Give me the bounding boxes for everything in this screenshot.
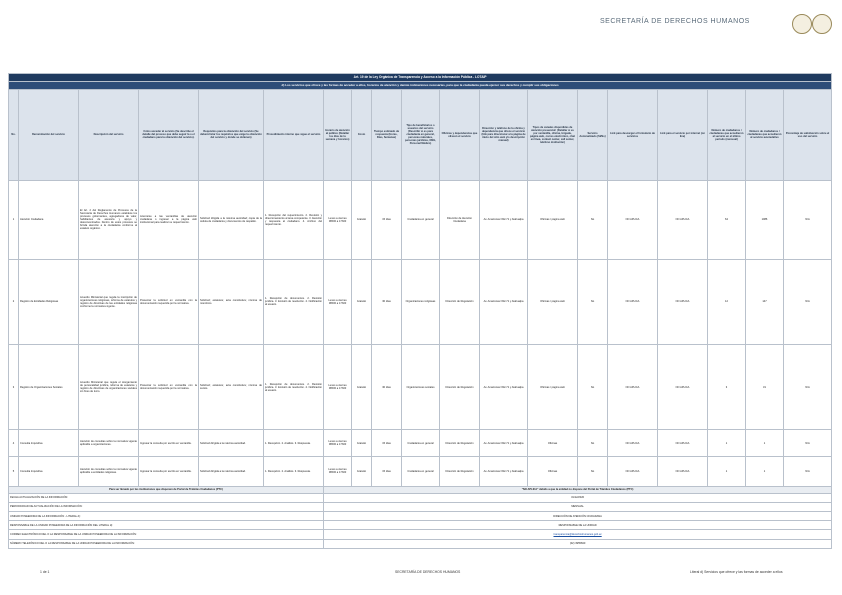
cell-no: 4 [9, 430, 19, 457]
cell-monthly: 3 [708, 344, 746, 429]
column-header: Costo [352, 90, 372, 180]
cell-form-link: NO APLICA [608, 344, 658, 429]
summary-value: DIRECCIÓN DE ATENCIÓN CIUDADANA [324, 512, 832, 521]
summary-row [9, 493, 832, 502]
cell-cumulative: 1 [746, 457, 784, 486]
cell-automated: No [578, 344, 608, 429]
cell-service-name: Atención Ciudadana [19, 180, 79, 259]
brand-logo [600, 14, 830, 34]
cell-offices: Dirección de Regulación [440, 430, 480, 457]
transparency-table [8, 73, 832, 549]
cell-automated: No [578, 430, 608, 457]
cell-service-name: Registro de Organizaciones Sociales [19, 344, 79, 429]
cell-cost: Gratuito [352, 457, 372, 486]
footer-institution: SECRETARÍA DE DERECHOS HUMANOS [395, 570, 461, 574]
cell-automated: No [578, 457, 608, 486]
cell-beneficiaries: Ciudadanía en general [402, 180, 440, 259]
cell-time: 15 días [372, 457, 402, 486]
cell-requirements: Solicitud; estatutos; acta constitutiva; nómina de miembros. [199, 259, 264, 344]
cell-time: 30 días [372, 344, 402, 429]
cell-channels: Oficinas / página web [528, 259, 578, 344]
cell-offices: Dirección de Regulación [440, 259, 480, 344]
summary-value: MENSUAL [324, 502, 832, 511]
cell-no: 2 [9, 259, 19, 344]
cell-description: Atención de consultas sobre la normativa vigente aplicable a entidades religiosas. [79, 457, 139, 486]
cell-requirements: Solicitud dirigida a la máxima autoridad; copia de la cédula de ciudadanía y documentos de respaldo. [199, 180, 264, 259]
cell-automated: No [578, 259, 608, 344]
column-header: Porcentaje de satisfacción sobre el uso del servicio [784, 90, 832, 180]
summary-label: PERIODICIDAD DE ACTUALIZACIÓN DE LA INFORMACIÓN: [9, 502, 324, 511]
column-header: Horario de atención al público (Detallar los días de la semana y horarios) [324, 90, 352, 180]
footer-literal: Literal d) Servicios que ofrece y las formas de acceder a ellos [690, 570, 783, 574]
cell-service-name: Consulta Inquisitiva [19, 430, 79, 457]
cell-satisfaction: N/A [784, 344, 832, 429]
column-header: Tipo de beneficiarios o usuarios del servicio (Describir si es para ciudadanía en general, personas naturales, personas jurídicas, ONG, Personal Médico) [402, 90, 440, 180]
cell-procedure: 1. Recepción del requerimiento. 2. Revisión y direccionamiento al área competente. 3. Atención y respuesta al ciudadano. 4. Archivo del requerimiento. [264, 180, 324, 259]
portal-note: "NO APLICA" debido a que la entidad no dispone del Portal de Trámites Ciudadanos (PTC) [324, 486, 832, 493]
table-row [9, 457, 832, 486]
cell-schedule: Lunes a viernes 08h00 a 17h00 [324, 457, 352, 486]
cell-online-link: NO APLICA [658, 457, 708, 486]
email-link[interactable]: transparencia@derechoshumanos.gob.ec [553, 533, 602, 537]
page-number: 1 de 1 [40, 570, 50, 574]
cell-channels: Oficinas [528, 430, 578, 457]
cell-offices: Dirección de Regulación [440, 457, 480, 486]
summary-value: 31/12/2020 [324, 493, 832, 502]
coat-of-arms-icon [812, 14, 832, 34]
table-row [9, 259, 832, 344]
summary-label: FECHA ACTUALIZACIÓN DE LA INFORMACIÓN: [9, 493, 324, 502]
cell-beneficiaries: Ciudadanía en general [402, 457, 440, 486]
cell-schedule: Lunes a viernes 08h00 a 17h00 [324, 344, 352, 429]
cell-description: El Art. 2 del Reglamento de Procesos de la Secretaría de Derechos Humanos establece los procesos gobernantes, agregadores de valor, habilitantes de asesoría y apoyo y desconcentrados. Dentro de estos procesos se brinda atención a la ciudadanía conforme al estatuto orgánico. [79, 180, 139, 259]
cell-satisfaction: N/A [784, 259, 832, 344]
cell-online-link: NO APLICA [658, 259, 708, 344]
cell-requirements: Solicitud; estatutos; acta constitutiva; nómina de socios. [199, 344, 264, 429]
cell-monthly: 12 [708, 259, 746, 344]
cell-cost: Gratuito [352, 344, 372, 429]
cell-online-link: NO APLICA [658, 344, 708, 429]
portal-row [9, 486, 832, 493]
transparency-table-container [8, 73, 831, 549]
coat-of-arms-icon [792, 14, 812, 34]
cell-service-name: Registro de Entidades Religiosas [19, 259, 79, 344]
summary-row [9, 502, 832, 511]
cell-cumulative: 31 [746, 344, 784, 429]
summary-row [9, 512, 832, 521]
cell-channels: Oficinas / página web [528, 180, 578, 259]
column-header: Tiempo estimado de respuesta (Horas, Días, Semanas) [372, 90, 402, 180]
summary-value: (02) 3955840 [324, 539, 832, 548]
cell-access: Presentar la solicitud en ventanilla con la documentación requerida por la normativa. [139, 344, 199, 429]
column-header: Número de ciudadanos / ciudadanas que accedieron al servicio en el último período (mensual) [708, 90, 746, 180]
cell-procedure: 1. Recepción. 2. Análisis. 3. Respuesta. [264, 430, 324, 457]
cell-time: 30 días [372, 259, 402, 344]
cell-address: Av. Amazonas N32-71 y Atahualpa [480, 457, 528, 486]
header-row [9, 90, 832, 180]
column-header: Procedimiento interno que sigue el servicio [264, 90, 324, 180]
summary-label: NÚMERO TELEFÓNICO DEL O LA RESPONSABLE DE LA UNIDAD POSEEDORA DE LA INFORMACIÓN: [9, 539, 324, 548]
cell-access: Presentar la solicitud en ventanilla con la documentación requerida por la normativa. [139, 259, 199, 344]
cell-requirements: Solicitud dirigida a la máxima autoridad. [199, 430, 264, 457]
cell-satisfaction: N/A [784, 457, 832, 486]
cell-channels: Oficinas [528, 457, 578, 486]
cell-procedure: 1. Recepción. 2. Análisis. 3. Respuesta. [264, 457, 324, 486]
summary-row [9, 530, 832, 539]
table-row [9, 180, 832, 259]
cell-schedule: Lunes a viernes 08h00 a 17h00 [324, 259, 352, 344]
cell-access: Ingresar la consulta por escrito en ventanilla. [139, 457, 199, 486]
table-row [9, 344, 832, 429]
cell-no: 1 [9, 180, 19, 259]
column-header: Dirección y teléfono de la oficina y dependencia que ofrece el servicio (link para direccionar a la página de inicio del sitio web y/o descripción manual) [480, 90, 528, 180]
cell-cost: Gratuito [352, 259, 372, 344]
table-title: Art. 19 de la Ley Orgánica de Transparencia y Acceso a la Información Pública - LOTAIP [9, 74, 832, 82]
cell-address: Av. Amazonas N32-71 y Atahualpa [480, 344, 528, 429]
cell-satisfaction: N/A [784, 430, 832, 457]
cell-access: Ingresar la consulta por escrito en ventanilla. [139, 430, 199, 457]
cell-automated: No [578, 180, 608, 259]
column-header: Servicio Automatizado (Si/No) [578, 90, 608, 180]
cell-monthly: 1 [708, 430, 746, 457]
cell-cumulative: 1 [746, 430, 784, 457]
summary-value: RESPONSABLE DE LA UNIDAD [324, 521, 832, 530]
column-header: No. [9, 90, 19, 180]
cell-description: Acuerdo Ministerial que regula el otorgamiento de personalidad jurídica, reforma de estatutos y registro de directivas de organizaciones sociales sin fines de lucro. [79, 344, 139, 429]
column-header: Oficinas y dependencias que ofrecen el servicio [440, 90, 480, 180]
cell-procedure: 1. Recepción de documentos. 2. Revisión jurídica. 3. Emisión de resolución. 4. Notificación al usuario. [264, 344, 324, 429]
column-header: Tipos de canales disponibles de atención presencial: (Detallar si es por ventanilla, oficina, brigada, página web, correo electrónico, chat en línea, contact center, call center, teléfono institución) [528, 90, 578, 180]
cell-cumulative: 1086 [746, 180, 784, 259]
cell-cost: Gratuito [352, 180, 372, 259]
column-header: Descripción del servicio [79, 90, 139, 180]
column-header: Número de ciudadanos / ciudadanas que accedieron al servicio acumulativo [746, 90, 784, 180]
cell-monthly: 64 [708, 180, 746, 259]
summary-row [9, 539, 832, 548]
column-header: Requisitos para la obtención del servicio (Se deberá listar los requisitos que exige la obtención del servicio y donde se obtienen) [199, 90, 264, 180]
cell-beneficiaries: Organizaciones religiosas [402, 259, 440, 344]
cell-requirements: Solicitud dirigida a la máxima autoridad. [199, 457, 264, 486]
cell-address: Av. Amazonas N32-71 y Atahualpa [480, 259, 528, 344]
cell-online-link: NO APLICA [658, 180, 708, 259]
table-subtitle: d) Los servicios que ofrece y las formas de acceder a ellos, horarios de atención y demás indicaciones necesarias, para que la ciudadanía pueda ejercer sus derechos y cumplir sus obligaciones [9, 82, 832, 90]
cell-form-link: NO APLICA [608, 180, 658, 259]
cell-description: Acuerdo Ministerial que regula la inscripción de organizaciones religiosas, reforma de estatutos y registro de directivas de las entidades religiosas conforme la normativa vigente. [79, 259, 139, 344]
table-row [9, 430, 832, 457]
cell-form-link: NO APLICA [608, 430, 658, 457]
cell-time: 15 días [372, 180, 402, 259]
summary-row [9, 521, 832, 530]
cell-no: 5 [9, 457, 19, 486]
cell-monthly: 1 [708, 457, 746, 486]
cell-beneficiaries: Ciudadanía en general [402, 430, 440, 457]
cell-channels: Oficinas / página web [528, 344, 578, 429]
cell-form-link: NO APLICA [608, 457, 658, 486]
column-header: Cómo acceder al servicio (Se describe el detalle del proceso que debe seguir la o el ciudadano para la obtención del servicio). [139, 90, 199, 180]
cell-no: 3 [9, 344, 19, 429]
cell-form-link: NO APLICA [608, 259, 658, 344]
column-header: Denominación del servicio [19, 90, 79, 180]
cell-offices: Dirección de Atención Ciudadana [440, 180, 480, 259]
cell-address: Av. Amazonas N32-71 y Atahualpa [480, 180, 528, 259]
column-header: Link para descargar el formulario de servicios [608, 90, 658, 180]
cell-satisfaction: N/A [784, 180, 832, 259]
summary-label: RESPONSABLE DE LA UNIDAD POSEEDORA DE LA INFORMACIÓN DEL LITERAL d): [9, 521, 324, 530]
summary-label: CORREO ELECTRÓNICO DEL O LA RESPONSABLE DE LA UNIDAD POSEEDORA DE LA INFORMACIÓN: [9, 530, 324, 539]
cell-schedule: Lunes a viernes 08h00 a 17h00 [324, 430, 352, 457]
column-header: Link para el servicio por internet (on line) [658, 90, 708, 180]
cell-offices: Dirección de Regulación [440, 344, 480, 429]
cell-cost: Gratuito [352, 430, 372, 457]
cell-description: Atención de consultas sobre la normativa vigente aplicable a organizaciones. [79, 430, 139, 457]
brand-text: SECRETARÍA DE DERECHOS HUMANOS [600, 18, 750, 25]
cell-address: Av. Amazonas N32-71 y Atahualpa [480, 430, 528, 457]
cell-procedure: 1. Recepción de documentos. 2. Revisión jurídica. 3. Emisión de resolución. 4. Notificación al usuario. [264, 259, 324, 344]
cell-beneficiaries: Organizaciones sociales [402, 344, 440, 429]
cell-time: 15 días [372, 430, 402, 457]
cell-access: Acercarse a las ventanillas de atención ciudadana o ingresar a la página web institucional para realizar su requerimiento. [139, 180, 199, 259]
cell-cumulative: 147 [746, 259, 784, 344]
cell-online-link: NO APLICA [658, 430, 708, 457]
portal-label: Para ser llenado por las instituciones que disponen de Portal de Trámites Ciudadanos (PTC) [9, 486, 324, 493]
summary-value-cell [324, 530, 832, 539]
cell-service-name: Consulta Inquisitiva [19, 457, 79, 486]
cell-schedule: Lunes a viernes 08h00 a 17h00 [324, 180, 352, 259]
summary-label: UNIDAD POSEEDORA DE LA INFORMACIÓN - LITERAL d): [9, 512, 324, 521]
